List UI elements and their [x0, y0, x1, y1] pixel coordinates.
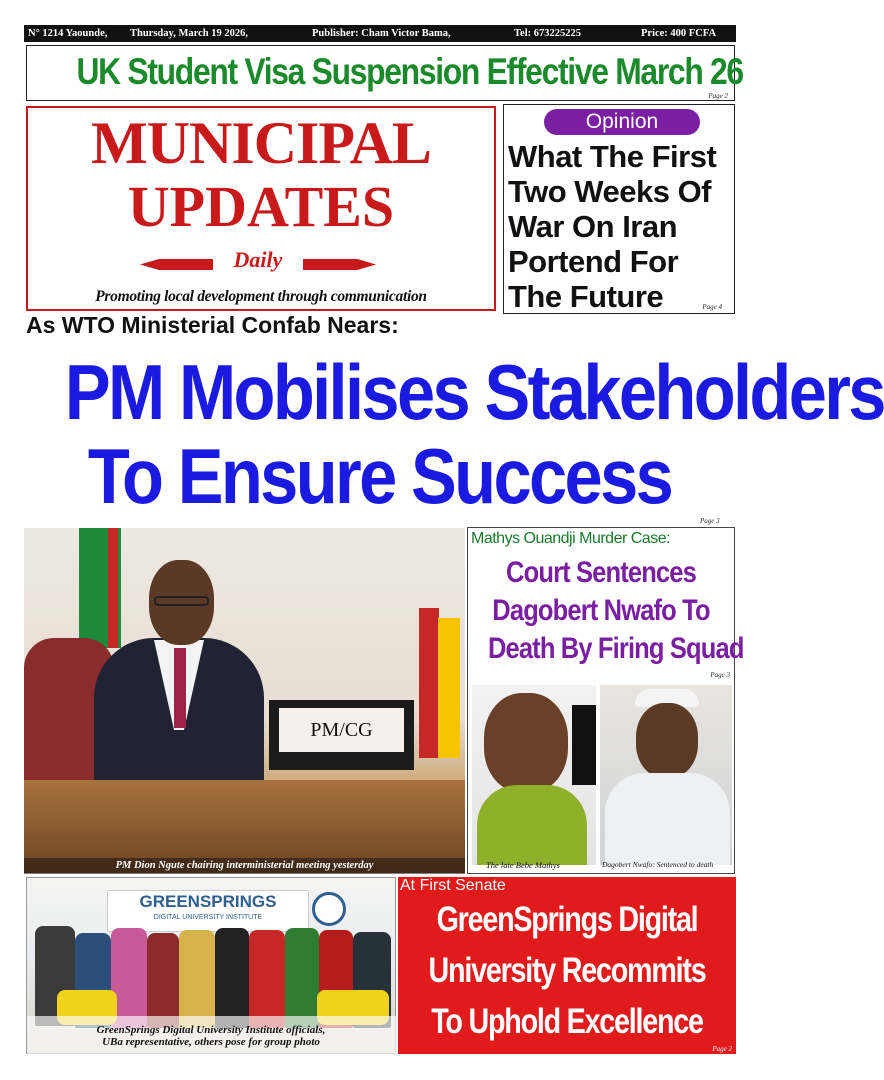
caption-child: The late Bebe Mathys	[486, 860, 560, 870]
logo-icon	[312, 892, 346, 926]
photo-accused	[600, 685, 732, 865]
greensprings-story	[398, 877, 736, 1054]
child-shirt	[477, 785, 587, 865]
caption-line1: GreenSprings Digital University Institute officials,	[96, 1024, 326, 1036]
masthead-tagline: Promoting local development through communication	[95, 288, 427, 305]
greensprings-caption	[26, 1024, 396, 1048]
masthead-daily: Daily	[213, 246, 303, 274]
child-head	[484, 693, 568, 793]
poster-letter	[572, 705, 596, 785]
pm-photo	[24, 528, 465, 873]
person	[179, 930, 215, 1028]
murder-headline-line1: Court Sentences	[506, 556, 696, 589]
page-ref: Page 2	[708, 92, 728, 100]
banner-subtitle: DIGITAL UNIVERSITY INSTITUTE	[153, 914, 263, 921]
page-ref: Page 3	[710, 671, 730, 679]
murder-case-box	[467, 527, 744, 874]
lead-headline-line1: PM Mobilises Stakeholders	[64, 348, 884, 436]
flag-stripe	[438, 618, 460, 758]
banner-title: GREENSPRINGS	[139, 892, 277, 911]
accused-head	[636, 703, 698, 778]
opinion-label: Opinion	[544, 109, 700, 135]
person	[215, 928, 249, 1028]
flag-stripe	[108, 528, 118, 648]
accused-shirt	[605, 773, 730, 865]
person	[147, 933, 179, 1028]
telephone: Tel: 673225225	[514, 28, 581, 39]
nameplate: PM/CG	[279, 708, 404, 752]
greensprings-banner	[107, 890, 309, 932]
page-ref: Page 3	[700, 517, 720, 525]
greensprings-headline-line3: To Uphold Excellence	[431, 1002, 703, 1041]
issue-number: N° 1214 Yaounde,	[28, 28, 108, 39]
caption-line2: UBa representative, others pose for group photo	[102, 1036, 320, 1048]
lead-kicker: As WTO Ministerial Confab Nears:	[26, 312, 399, 338]
publisher: Publisher: Cham Victor Bama,	[312, 28, 451, 39]
page-ref: Page 2	[712, 1045, 732, 1053]
masthead-line2: UPDATES	[127, 174, 395, 239]
murder-headline-line3: Death By Firing Squad	[487, 632, 744, 665]
banner-headline: UK Student Visa Suspension Effective March 26	[76, 51, 743, 92]
tie	[174, 648, 186, 728]
issue-date: Thursday, March 19 2026,	[130, 28, 248, 39]
murder-headline-line2: Dagobert Nwafo To	[492, 594, 710, 627]
price: Price: 400 FCFA	[641, 28, 717, 39]
lead-headline-line2: To Ensure Success	[87, 432, 672, 520]
greensprings-headline-line1: GreenSprings Digital	[436, 900, 698, 939]
opinion-box	[503, 104, 735, 314]
masthead-line1: MUNICIPAL	[91, 110, 431, 176]
glasses-icon	[154, 596, 209, 606]
photo-child	[472, 685, 596, 865]
flag-icon	[419, 608, 439, 758]
masthead	[26, 106, 496, 311]
pm-photo-caption: PM Dion Ngute chairing interministerial meeting yesterday	[24, 858, 465, 874]
info-bar	[24, 25, 736, 42]
page-ref: Page 4	[702, 303, 722, 311]
person	[249, 930, 285, 1028]
greensprings-headline-line2: University Recommits	[428, 951, 706, 990]
caption-accused: Dagobert Nwafo: Sentenced to death	[602, 860, 714, 869]
opinion-headline: What The First Two Weeks Of War On Iran Portend For The Future	[508, 139, 717, 314]
person	[285, 928, 319, 1028]
banner-headline-box	[26, 45, 743, 101]
murder-kicker: Mathys Ouandji Murder Case:	[471, 530, 671, 547]
greensprings-kicker: At First Senate	[400, 877, 506, 894]
